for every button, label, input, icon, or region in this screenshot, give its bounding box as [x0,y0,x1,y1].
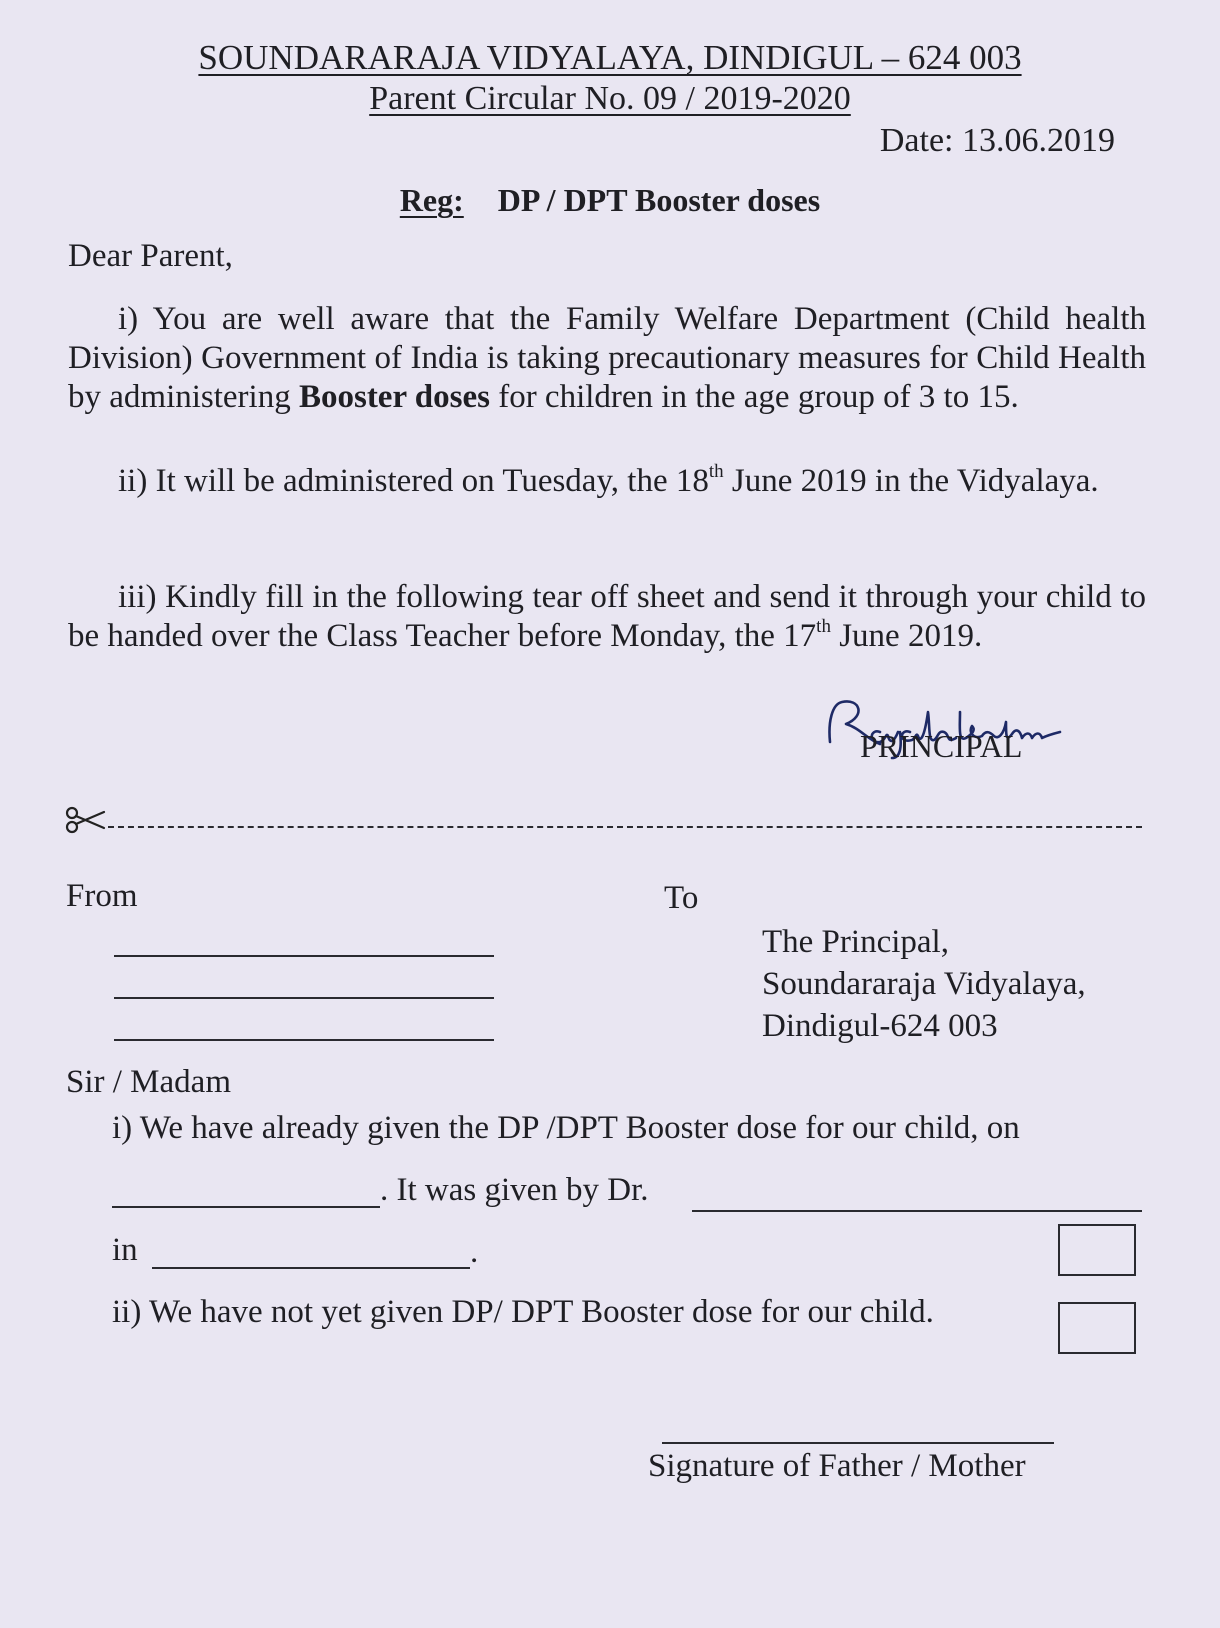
paragraph-2-text-b: June 2019 in the Vidyalaya. [723,463,1099,499]
from-line-2[interactable] [114,997,494,999]
to-address-line-1: The Principal, [762,924,949,960]
reg-label: Reg: [399,182,464,218]
subject-line [0,182,1220,219]
to-label: To [664,880,699,916]
circular-date: Date: 13.06.2019 [879,122,1115,159]
parent-signature-line[interactable] [662,1442,1054,1444]
paragraph-1-text-a: i) You are well aware that the Family Welfare Department (Child health Division) Government of India is taking precautionary measures for Child Health by administering [68,301,1146,415]
option-1-period: . [470,1234,479,1270]
paragraph-3-text-a: iii) Kindly fill in the following tear off sheet and send it through your child to be handed over the Class Teacher before Monday, the 17 [68,579,1146,654]
scissors-icon [64,806,106,834]
option-2-checkbox[interactable] [1058,1302,1136,1354]
paragraph-1-text-b: for children in the age group of 3 to 15. [489,379,1019,415]
option-1-doctor-text: . It was given by Dr. [380,1172,649,1208]
paragraph-3-sup: th [816,616,831,637]
from-label: From [66,878,138,914]
paragraph-2-sup: th [708,461,724,482]
from-line-1[interactable] [114,955,494,957]
paragraph-1 [68,300,1146,417]
parent-signature-label: Signature of Father / Mother [648,1448,1026,1484]
salutation: Dear Parent, [68,238,233,274]
principal-label: PRINCIPAL [860,728,1023,764]
paragraph-2 [68,462,1146,501]
place-line[interactable] [152,1267,470,1269]
option-2-text: ii) We have not yet given DP/ DPT Booster dose for our child. [112,1294,934,1330]
tear-off-salutation: Sir / Madam [66,1064,231,1100]
to-address-line-3: Dindigul-624 003 [762,1008,998,1044]
school-name: SOUNDARARAJA VIDYALAYA, DINDIGUL – 624 003 [198,38,1022,77]
dose-date-line[interactable] [112,1206,380,1208]
doctor-name-line[interactable] [692,1210,1142,1212]
tear-off-line [108,826,1142,828]
paragraph-2-text-a: ii) It will be administered on Tuesday, the 18 [118,463,709,499]
circular-number: Parent Circular No. 09 / 2019-2020 [369,80,851,117]
paragraph-3 [68,578,1146,656]
to-address-line-2: Soundararaja Vidyalaya, [762,966,1086,1002]
option-1-text: i) We have already given the DP /DPT Booster dose for our child, on [112,1110,1020,1146]
paragraph-1-bold: Booster doses [298,379,490,415]
paragraph-3-text-b: June 2019. [830,618,983,654]
subject-title: DP / DPT Booster doses [497,182,821,218]
option-1-checkbox[interactable] [1058,1224,1136,1276]
from-line-3[interactable] [114,1039,494,1041]
option-1-in-text: in [112,1232,138,1268]
